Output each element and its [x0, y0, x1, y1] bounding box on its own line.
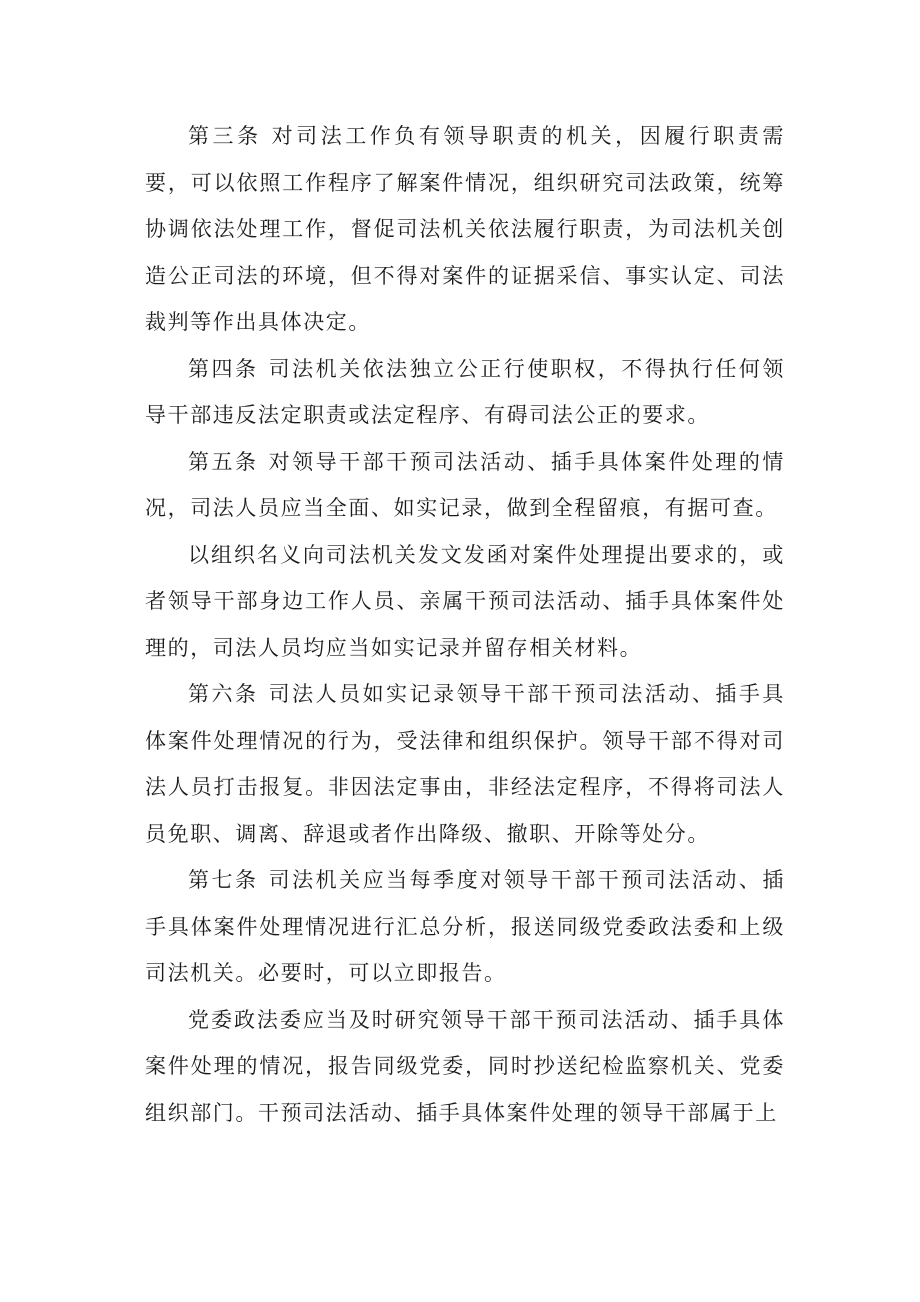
article-6-paragraph [145, 671, 785, 857]
article-7-text: 司法机关应当每季度对领导干部干预司法活动、插手具体案件处理情况进行汇总分析，报送同级党委政法委和上级司法机关。必要时，可以立即报告。 [145, 868, 785, 985]
article-3-text: 对司法工作负有领导职责的机关，因履行职责需要，可以依照工作程序了解案件情况，组织研究司法政策，统筹协调依法处理工作，督促司法机关依法履行职责，为司法机关创造公正司法的环境，但不得对案件的证据采信、事实认定、司法裁判等作出具体决定。 [145, 124, 785, 334]
article-5-label: 第五条 [188, 449, 259, 474]
article-7-continuation-paragraph [145, 997, 785, 1137]
article-4-label: 第四条 [188, 356, 259, 381]
document-page [145, 113, 785, 1136]
article-7-continuation-text: 党委政法委应当及时研究领导干部干预司法活动、插手具体案件处理的情况，报告同级党委，同时抄送纪检监察机关、党委组织部门。干预司法活动、插手具体案件处理的领导干部属于上 [145, 1007, 785, 1125]
article-4-paragraph [145, 346, 785, 439]
article-5-continuation-text: 以组织名义向司法机关发文发函对案件处理提出要求的，或者领导干部身边工作人员、亲属干预司法活动、插手具体案件处理的，司法人员均应当如实记录并留存相关材料。 [145, 542, 785, 660]
article-4-text: 司法机关依法独立公正行使职权，不得执行任何领导干部违反法定职责或法定程序、有碍司法公正的要求。 [145, 356, 785, 427]
article-7-paragraph [145, 857, 785, 997]
article-5-text: 对领导干部干预司法活动、插手具体案件处理的情况，司法人员应当全面、如实记录，做到全程留痕，有据可查。 [145, 449, 785, 520]
article-3-paragraph [145, 113, 785, 346]
article-6-text: 司法人员如实记录领导干部干预司法活动、插手具体案件处理情况的行为，受法律和组织保护。领导干部不得对司法人员打击报复。非因法定事由，非经法定程序，不得将司法人员免职、调离、辞退或者作出降级、撤职、开除等处分。 [145, 682, 785, 846]
article-3-label: 第三条 [188, 124, 262, 148]
article-6-label: 第六条 [188, 682, 259, 706]
article-5-continuation-paragraph [145, 532, 785, 672]
article-5-paragraph [145, 439, 785, 532]
article-7-label: 第七条 [188, 868, 259, 892]
